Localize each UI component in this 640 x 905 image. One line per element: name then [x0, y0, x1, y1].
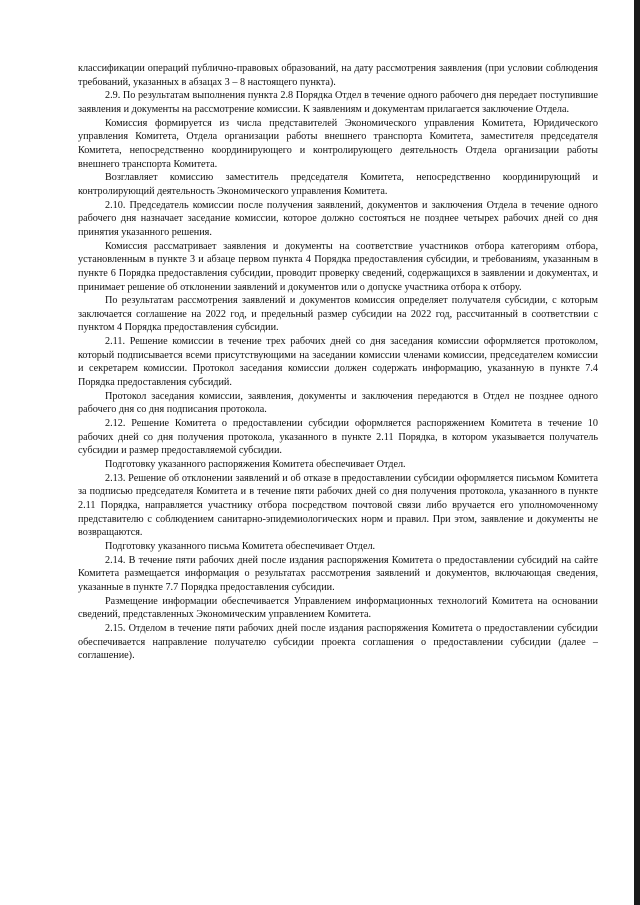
paragraph-recipient-determination: По результатам рассмотрения заявлений и документов комиссия определяет получателя субсидии, с которым заключается соглашение на 2022 год, и предельный размер субсидии на 2022 год, рассчитанный в соответствии с пунктом 4 Порядка предоставления субсидии. — [78, 295, 598, 334]
paragraph-commission-review: Комиссия рассматривает заявления и документы на соответствие участников отбора категориям отбора, установленным в пункте 3 и абзаце первом пункта 4 Порядка предоставления субсидии, и требованиям, указанным в пункте 6 Порядка предоставления субсидии, проводит проверку сведений, содержащихся в заявлении и документах, и принимает решение об отклонении заявлений и документов или о допуске участника отбора к отбору. — [78, 240, 598, 293]
paragraph-2-12: 2.12. Решение Комитета о предоставлении субсидии оформляется распоряжением Комитета в течение 10 рабочих дней со дня получения протокола, указанного в пункте 2.11 Порядка, в котором указывается получатель субсидии и размер предоставляемой субсидии. — [78, 418, 598, 457]
scan-edge-strip — [634, 0, 640, 905]
paragraph-2-11: 2.11. Решение комиссии в течение трех рабочих дней со дня заседания комиссии оформляется протоколом, который подписывается всеми присутствующими на заседании комиссии членами комиссии, председателем комиссии и секретарем комиссии. Протокол заседания комиссии должен содержать информацию, указанную в пункте 7.4 Порядка предоставления субсидий. — [78, 336, 598, 389]
paragraph-2-14: 2.14. В течение пяти рабочих дней после издания распоряжения Комитета о предоставлении субсидий на сайте Комитета размещается информация о результатах рассмотрения заявлений и документов, включающая сведения, указанные в пункте 7.7 Порядка предоставления субсидии. — [78, 554, 598, 593]
paragraph-commission-composition: Комиссия формируется из числа представителей Экономического управления Комитета, Юридического управления Комитета, Отдела организации работы внешнего транспорта Комитета, заместителя председателя Комитета, непосредственно координирующего и контролирующего деятельность Отдела организации работы внешнего транспорта Комитета. — [78, 117, 598, 170]
paragraph-info-placement: Размещение информации обеспечивается Управлением информационных технологий Комитета на основании сведений, представленных Экономическим управлением Комитета. — [78, 595, 598, 621]
paragraph-order-preparation: Подготовку указанного распоряжения Комитета обеспечивает Отдел. — [105, 459, 406, 471]
paragraph-protocol-transfer: Протокол заседания комиссии, заявления, документы и заключения передаются в Отдел не позднее одного рабочего дня со дня подписания протокола. — [78, 390, 598, 416]
paragraph-2-10: 2.10. Председатель комиссии после получения заявлений, документов и заключения Отдела в течение одного рабочего дня назначает заседание комиссии, которое должно состояться не позднее четырех рабочих дней со дня принятия указанного решения. — [78, 199, 598, 238]
paragraph-2-13: 2.13. Решение об отклонении заявлений и об отказе в предоставлении субсидии оформляется письмом Комитета за подписью председателя Комитета и в течение пяти рабочих дней со дня получения протокола, указанного в пункте 2.11 Порядка, направляется участнику отбора посредством почтовой связи либо вручается его уполномоченному представителю с соблюдением санитарно-эпидемиологических норм и правил. При этом, заявление и документы не возвращаются. — [78, 472, 598, 539]
document-page — [78, 62, 598, 663]
paragraph-2-15: 2.15. Отделом в течение пяти рабочих дней после издания распоряжения Комитета о предоставлении субсидии обеспечивается направление получателю субсидии проекта соглашения о предоставлении субсидии (далее – соглашение). — [78, 622, 598, 662]
paragraph-continuation: классификации операций публично-правовых образований, на дату рассмотрения заявления (при условии соблюдения требований, указанных в абзацах 3 – 8 настоящего пункта). — [78, 63, 598, 88]
paragraph-commission-head: Возглавляет комиссию заместитель председателя Комитета, непосредственно координирующий и контролирующий деятельность Экономического управления Комитета. — [78, 172, 598, 197]
paragraph-letter-preparation: Подготовку указанного письма Комитета обеспечивает Отдел. — [105, 540, 376, 552]
paragraph-2-9: 2.9. По результатам выполнения пункта 2.8 Порядка Отдел в течение одного рабочего дня передает поступившие заявления и документы на рассмотрение комиссии. К заявлениям и документам прилагается заключение Отдела. — [78, 90, 598, 115]
